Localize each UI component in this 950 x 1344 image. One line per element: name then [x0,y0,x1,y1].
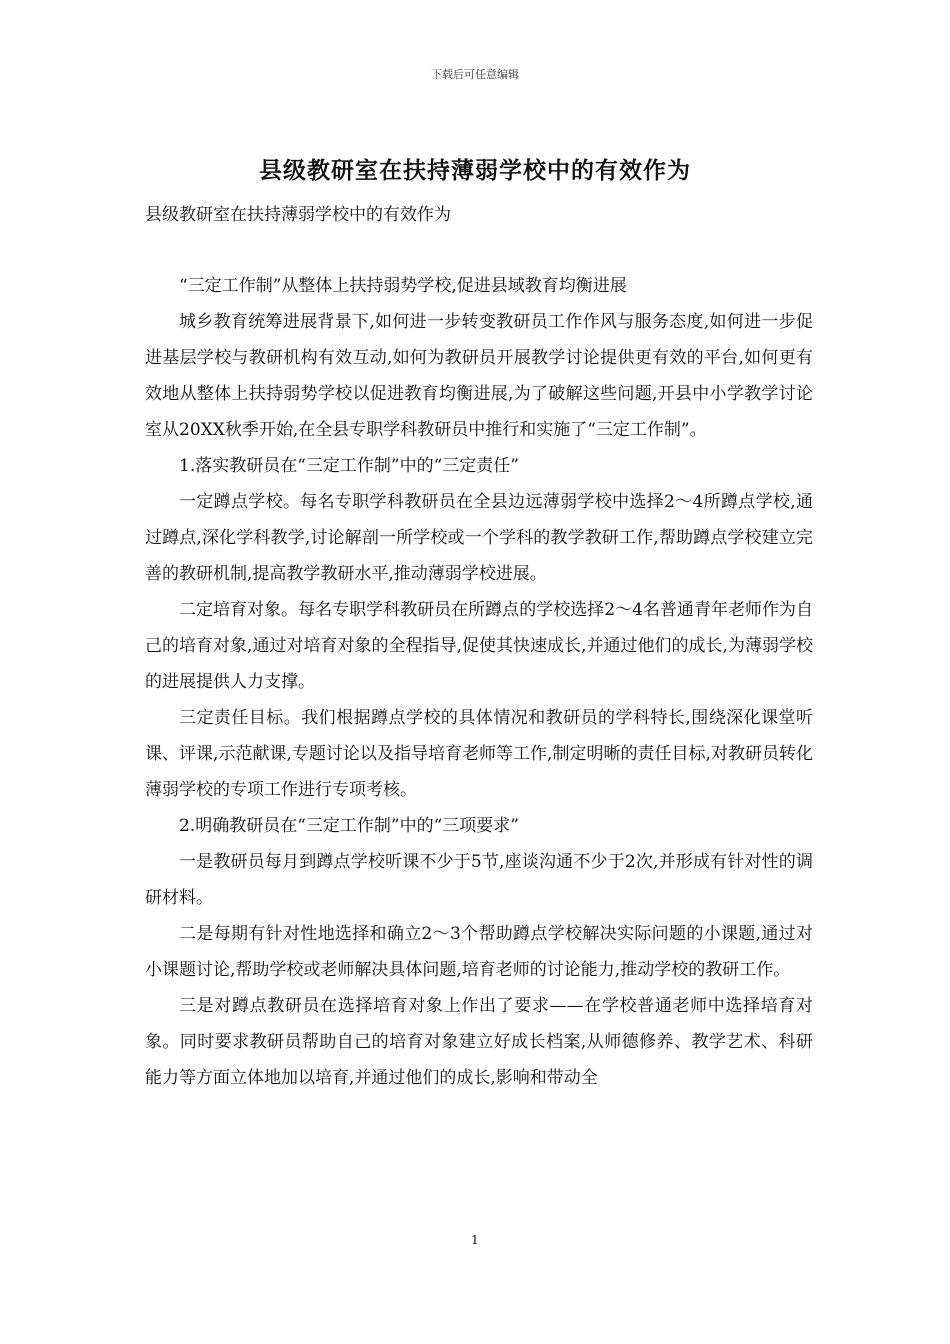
paragraph: 二定培育对象。每名专职学科教研员在所蹲点的学校选择2～4名普通青年老师作为自己的培育对象,通过对培育对象的全程指导,促使其快速成长,并通过他们的成长,为薄弱学校的进展提供人力支撑。 [145,600,813,692]
paragraph: 2.明确教研员在“三定工作制”中的“三项要求” [179,816,519,836]
paragraph: 三定责任目标。我们根据蹲点学校的具体情况和教研员的学科特长,围绕深化课堂听课、评课,示范献课,专题讨论以及指导培育老师等工作,制定明晰的责任目标,对教研员转化薄弱学校的专项工作进行专项考核。 [145,708,813,800]
paragraph: 二是每期有针对性地选择和确立2～3个帮助蹲点学校解决实际问题的小课题,通过对小课题讨论,帮助学校或老师解决具体问题,培育老师的讨论能力,推动学校的教研工作。 [145,924,813,980]
document-body [145,268,813,1096]
paragraph: 一定蹲点学校。每名专职学科教研员在全县边远薄弱学校中选择2～4所蹲点学校,通过蹲点,深化学科教学,讨论解剖一所学校或一个学科的教学教研工作,帮助蹲点学校建立完善的教研机制,提高教学教研水平,推动薄弱学校进展。 [145,492,813,584]
paragraph: 城乡教育统筹进展背景下,如何进一步转变教研员工作作风与服务态度,如何进一步促进基层学校与教研机构有效互动,如何为教研员开展教学讨论提供更有效的平台,如何更有效地从整体上扶持弱势学校以促进教育均衡进展,为了破解这些问题,开县中小学教学讨论室从20XX秋季开始,在全县专职学科教研员中推行和实施了“三定工作制”。 [145,312,813,440]
document-subtitle: 县级教研室在扶持薄弱学校中的有效作为 [145,205,451,225]
page-number: 1 [471,1233,479,1247]
paragraph: 一是教研员每月到蹲点学校听课不少于5节,座谈沟通不少于2次,并形成有针对性的调研材料。 [145,852,813,908]
document-title: 县级教研室在扶持薄弱学校中的有效作为 [259,157,691,184]
paragraph: 三是对蹲点教研员在选择培育对象上作出了要求——在学校普通老师中选择培育对象。同时要求教研员帮助自己的培育对象建立好成长档案,从师德修养、教学艺术、科研能力等方面立体地加以培育,并通过他们的成长,影响和带动全 [145,996,813,1088]
paragraph: “三定工作制”从整体上扶持弱势学校,促进县域教育均衡进展 [179,276,627,296]
paragraph: 1.落实教研员在“三定工作制”中的“三定责任” [179,456,519,476]
header-note: 下载后可任意编辑 [431,68,519,81]
